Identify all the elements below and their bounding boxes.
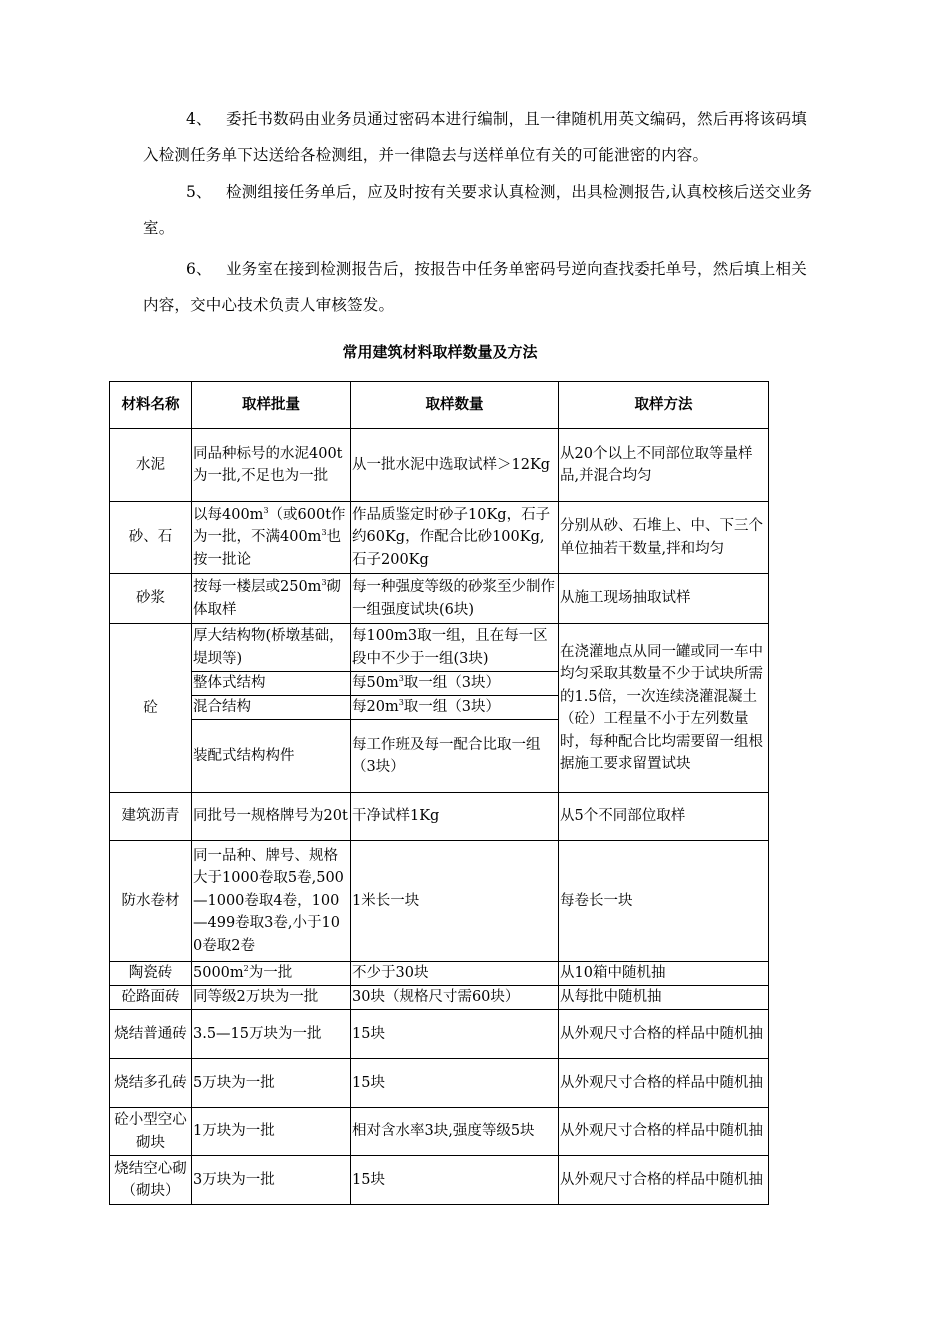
method-cell: 从外观尺寸合格的样品中随机抽 <box>559 1156 769 1205</box>
paragraph-text: 业务室在接到检测报告后，按报告中任务单密码号逆向查找委托单号，然后填上相关内容，交中心技术负责人审核签发。 <box>143 260 807 314</box>
batch-text: 5000m <box>193 965 244 982</box>
batch-cell <box>192 962 351 986</box>
method-cell: 每卷长一块 <box>559 841 769 962</box>
batch-cell: 3万块为一批 <box>192 1156 351 1205</box>
table-row <box>110 1108 769 1156</box>
superscript: 2 <box>243 964 249 974</box>
quantity-cell: 作品质鉴定时砂子10Kg，石子约60Kg，作配合比砂100Kg,石子200Kg <box>351 502 559 574</box>
quantity-cell <box>351 696 559 720</box>
quantity-cell: 从一批水泥中选取试样＞12Kg <box>351 429 559 502</box>
paragraph-6 <box>143 251 815 323</box>
method-cell: 从10箱中随机抽 <box>559 962 769 986</box>
batch-text: 按每一楼层或250m <box>193 579 322 595</box>
batch-cell: 混合结构 <box>192 696 351 720</box>
table-row <box>110 1010 769 1059</box>
superscript: 3 <box>321 578 327 588</box>
method-cell: 从5个不同部位取样 <box>559 793 769 841</box>
batch-cell: 同批号一规格牌号为20t <box>192 793 351 841</box>
table-row <box>110 1156 769 1205</box>
method-cell: 分别从砂、石堆上、中、下三个单位抽若干数量,拌和均匀 <box>559 502 769 574</box>
material-name: 烧结普通砖 <box>110 1010 192 1059</box>
quantity-text: 取一组（3块） <box>403 699 501 716</box>
method-cell: 从每批中随机抽 <box>559 986 769 1010</box>
quantity-cell: 相对含水率3块,强度等级5块 <box>351 1108 559 1156</box>
quantity-cell: 15块 <box>351 1010 559 1059</box>
material-name: 砂浆 <box>110 574 192 624</box>
material-name: 烧结空心砌（砌块） <box>110 1156 192 1205</box>
batch-cell: 装配式结构构件 <box>192 720 351 793</box>
batch-text: （或600t作为一批，不满400m <box>193 506 346 546</box>
paragraph-number: 6、 <box>186 260 212 278</box>
quantity-text: 每20m <box>352 699 399 716</box>
table-row <box>110 624 769 672</box>
batch-cell: 3.5—15万块为一批 <box>192 1010 351 1059</box>
header-quantity: 取样数量 <box>351 382 559 429</box>
table-title: 常用建筑材料取样数量及方法 <box>342 343 538 361</box>
batch-cell: 厚大结构物(桥墩基础，堤坝等) <box>192 624 351 672</box>
batch-cell <box>192 574 351 624</box>
table-row <box>110 1059 769 1108</box>
quantity-cell <box>351 672 559 696</box>
table-row <box>110 986 769 1010</box>
material-name: 陶瓷砖 <box>110 962 192 986</box>
material-name: 烧结多孔砖 <box>110 1059 192 1108</box>
table-row <box>110 962 769 986</box>
batch-cell: 同一品种、牌号、规格大于1000卷取5卷,500—1000卷取4卷，100—499卷取3卷,小于100卷取2卷 <box>192 841 351 962</box>
quantity-text: 取一组（3块） <box>403 675 501 692</box>
table-row <box>110 502 769 574</box>
material-name: 砼路面砖 <box>110 986 192 1010</box>
batch-cell: 1万块为一批 <box>192 1108 351 1156</box>
superscript: 3 <box>263 505 269 515</box>
superscript: 3 <box>398 698 404 708</box>
batch-cell: 5万块为一批 <box>192 1059 351 1108</box>
quantity-text: 每50m <box>352 675 399 692</box>
material-name: 砼 <box>110 624 192 793</box>
sampling-table <box>109 381 769 1205</box>
quantity-cell: 不少于30块 <box>351 962 559 986</box>
material-name: 砂、石 <box>110 502 192 574</box>
batch-cell: 同等级2万块为一批 <box>192 986 351 1010</box>
paragraph-text: 委托书数码由业务员通过密码本进行编制，且一律随机用英文编码，然后再将该码填入检测任务单下达送给各检测组，并一律隐去与送样单位有关的可能泄密的内容。 <box>143 110 807 164</box>
table-row <box>110 574 769 624</box>
header-material: 材料名称 <box>110 382 192 429</box>
method-cell: 从外观尺寸合格的样品中随机抽 <box>559 1108 769 1156</box>
quantity-cell: 干净试样1Kg <box>351 793 559 841</box>
paragraph-4 <box>143 101 815 173</box>
paragraph-number: 5、 <box>186 183 212 201</box>
superscript: 3 <box>398 674 404 684</box>
quantity-cell: 1米长一块 <box>351 841 559 962</box>
batch-text: 砌体取样 <box>193 579 342 618</box>
method-cell: 从20个以上不同部位取等量样品,并混合均匀 <box>559 429 769 502</box>
quantity-cell: 30块（规格尺寸需60块） <box>351 986 559 1010</box>
material-name: 砼小型空心砌块 <box>110 1108 192 1156</box>
header-method: 取样方法 <box>559 382 769 429</box>
paragraph-5 <box>143 174 815 246</box>
quantity-cell: 每工作班及每一配合比取一组（3块） <box>351 720 559 793</box>
material-name: 建筑沥青 <box>110 793 192 841</box>
table-header-row <box>110 382 769 429</box>
batch-text: 也按一批论 <box>193 529 342 568</box>
paragraph-text: 检测组接任务单后，应及时按有关要求认真检测，出具检测报告,认真校核后送交业务室。 <box>143 183 813 237</box>
method-cell: 从外观尺寸合格的样品中随机抽 <box>559 1059 769 1108</box>
material-name: 防水卷材 <box>110 841 192 962</box>
method-cell: 在浇灌地点从同一罐或同一车中均匀采取其数量不少于试块所需的1.5倍，一次连续浇灌混凝土（砼）工程量不小于左列数量时，每种配合比均需要留一组根据施工要求留置试块 <box>559 624 769 793</box>
quantity-cell: 每100m3取一组，且在每一区段中不少于一组(3块) <box>351 624 559 672</box>
method-cell: 从外观尺寸合格的样品中随机抽 <box>559 1010 769 1059</box>
material-name: 水泥 <box>110 429 192 502</box>
header-batch: 取样批量 <box>192 382 351 429</box>
quantity-cell: 每一种强度等级的砂浆至少制作一组强度试块(6块) <box>351 574 559 624</box>
superscript: 3 <box>321 528 327 538</box>
table-row <box>110 841 769 962</box>
table-row <box>110 429 769 502</box>
batch-text: 以每400m <box>193 506 264 523</box>
quantity-cell: 15块 <box>351 1156 559 1205</box>
batch-cell: 同品种标号的水泥400t为一批,不足也为一批 <box>192 429 351 502</box>
paragraph-number: 4、 <box>186 110 212 128</box>
method-cell: 从施工现场抽取试样 <box>559 574 769 624</box>
quantity-cell: 15块 <box>351 1059 559 1108</box>
batch-cell: 整体式结构 <box>192 672 351 696</box>
batch-text: 为一批 <box>248 965 293 982</box>
table-row <box>110 793 769 841</box>
batch-cell <box>192 502 351 574</box>
